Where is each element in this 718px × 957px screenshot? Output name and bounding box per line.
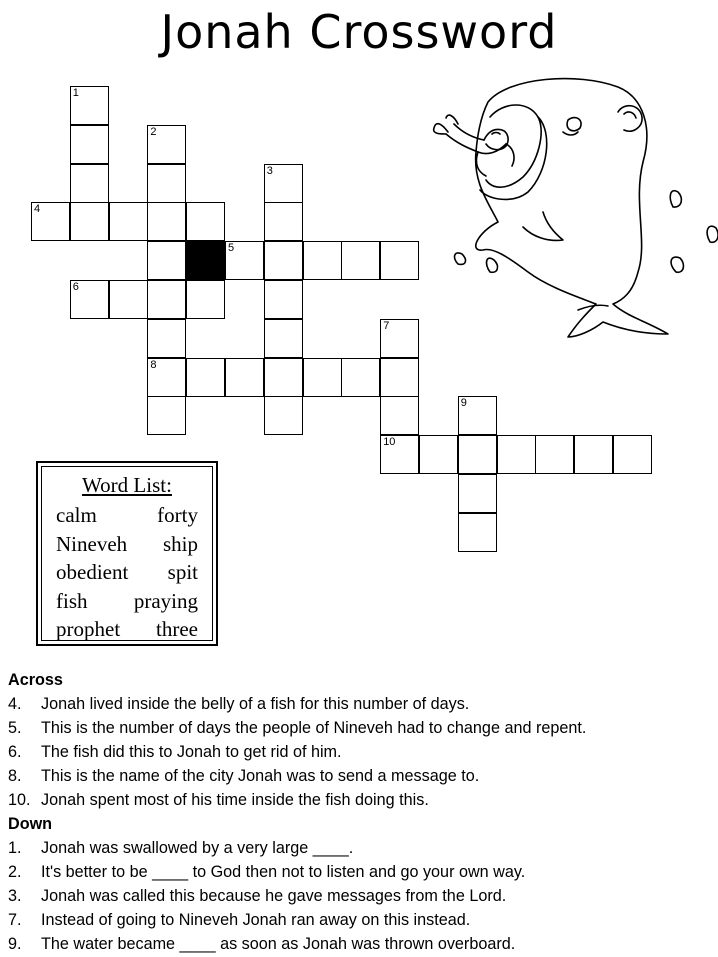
word-list-word: Nineveh (56, 531, 128, 556)
word-list-word: obedient (56, 560, 129, 584)
clue-text: The fish did this to Jonah to get rid of him. (41, 743, 342, 761)
grid-cell[interactable] (497, 435, 536, 474)
grid-cell[interactable] (225, 241, 264, 280)
grid-cell[interactable] (147, 202, 186, 241)
grid-cell[interactable] (147, 241, 186, 280)
word-list-word: praying (133, 588, 198, 613)
clue-number: 8 (150, 358, 157, 371)
grid-cell[interactable] (264, 358, 303, 397)
grid-cell[interactable] (264, 241, 303, 280)
clue-number: 2 (150, 125, 157, 138)
clue-text: Jonah was called this because he gave messages from the Lord. (41, 887, 507, 905)
down-clue (8, 908, 718, 932)
clue-number: 6 (72, 281, 79, 293)
across-heading: Across (8, 671, 63, 689)
word-list-word: spit (167, 560, 198, 584)
clue-label-number: 7. (8, 911, 22, 929)
down-clue (8, 860, 718, 884)
clue-number: 3 (266, 164, 273, 177)
grid-cell[interactable] (147, 125, 186, 164)
grid-cell[interactable] (535, 435, 574, 474)
clue-label-number: 3. (8, 887, 22, 905)
grid-cell[interactable] (186, 358, 225, 397)
word-list-word: fish (56, 588, 88, 613)
clue-number: 7 (383, 319, 390, 332)
word-list-row (42, 560, 212, 588)
clue-label-number: 6. (8, 743, 22, 761)
grid-cell[interactable] (186, 202, 225, 241)
word-list-row (42, 532, 212, 560)
grid-cell[interactable] (303, 358, 342, 397)
grid-cell[interactable] (264, 202, 303, 241)
clue-number: 5 (228, 242, 235, 255)
clue-text: This is the number of days the people of Nineveh had to change and repent. (41, 719, 587, 737)
grid-cell[interactable] (264, 280, 303, 319)
clue-label-number: 8. (8, 767, 22, 785)
across-clue (8, 692, 718, 716)
word-list-row (42, 617, 212, 645)
whale-illustration (428, 72, 718, 352)
grid-cell[interactable] (380, 241, 419, 280)
clue-label-number: 5. (8, 719, 22, 737)
word-list-word: three (156, 617, 198, 641)
clue-text: It's better to be ____ to God then not to listen and go your own way. (41, 863, 526, 881)
word-list-row (42, 589, 212, 617)
grid-cell[interactable] (31, 202, 70, 241)
grid-cell[interactable] (147, 396, 186, 435)
grid-cell[interactable] (341, 241, 380, 280)
grid-cell[interactable] (419, 435, 458, 474)
across-clue (8, 788, 718, 812)
grid-cell[interactable] (574, 435, 613, 474)
clue-number: 1 (72, 87, 79, 99)
grid-cell[interactable] (613, 435, 652, 474)
grid-cell[interactable] (264, 164, 303, 203)
across-clue (8, 764, 718, 788)
grid-cell[interactable] (341, 358, 380, 397)
down-clue (8, 932, 718, 956)
clue-text: Instead of going to Nineveh Jonah ran away on this instead. (41, 911, 471, 929)
grid-cell[interactable] (147, 319, 186, 358)
word-list-word: prophet (56, 617, 121, 641)
word-list-title: Word List: (82, 473, 172, 497)
grid-cell[interactable] (70, 280, 109, 319)
word-list-word: ship (162, 531, 198, 556)
grid-cell[interactable] (70, 202, 109, 241)
grid-cell[interactable] (70, 164, 109, 203)
clue-label-number: 9. (8, 935, 22, 953)
grid-cell[interactable] (380, 396, 419, 435)
clue-label-number: 4. (8, 695, 22, 713)
clue-text: Jonah spent most of his time inside the fish doing this. (41, 791, 429, 809)
down-clues (8, 836, 718, 956)
page-title: Jonah Crossword (160, 5, 558, 59)
clue-label-number: 10. (8, 791, 31, 809)
grid-cell[interactable] (458, 513, 497, 552)
word-list-word: forty (157, 503, 198, 527)
grid-cell[interactable] (303, 241, 342, 280)
grid-cell[interactable] (109, 280, 148, 319)
across-clue (8, 740, 718, 764)
across-clues (8, 692, 718, 812)
clue-number: 10 (383, 436, 396, 449)
grid-cell[interactable] (70, 125, 109, 164)
grid-cell[interactable] (186, 280, 225, 319)
grid-cell[interactable] (147, 280, 186, 319)
down-clue (8, 884, 718, 908)
down-heading: Down (8, 815, 53, 833)
clue-text: The water became ____ as soon as Jonah was thrown overboard. (41, 935, 516, 953)
clue-text: This is the name of the city Jonah was to send a message to. (41, 767, 480, 785)
clue-label-number: 1. (8, 839, 22, 857)
down-clue (8, 836, 718, 860)
grid-cell[interactable] (458, 435, 497, 474)
grid-cell[interactable] (458, 474, 497, 513)
clues-section (8, 668, 718, 956)
grid-cell[interactable] (380, 358, 419, 397)
grid-cell[interactable] (109, 202, 148, 241)
clue-number: 4 (34, 203, 41, 216)
clue-label-number: 2. (8, 863, 22, 881)
grid-cell[interactable] (264, 319, 303, 358)
across-clue (8, 716, 718, 740)
word-list-box (36, 461, 218, 646)
grid-cell[interactable] (264, 396, 303, 435)
clue-number: 9 (460, 397, 467, 410)
grid-cell[interactable] (380, 435, 419, 474)
word-list-row (42, 503, 212, 531)
grid-cell[interactable] (458, 396, 497, 435)
grid-cell[interactable] (380, 319, 419, 358)
clue-text: Jonah lived inside the belly of a fish for this number of days. (41, 695, 470, 713)
grid-cell[interactable] (70, 86, 109, 125)
word-list-word: calm (56, 503, 97, 527)
grid-cell[interactable] (147, 164, 186, 203)
clue-text: Jonah was swallowed by a very large ____. (41, 839, 354, 857)
grid-cell[interactable] (225, 358, 264, 397)
grid-cell-black (186, 241, 225, 280)
grid-cell[interactable] (147, 358, 186, 397)
